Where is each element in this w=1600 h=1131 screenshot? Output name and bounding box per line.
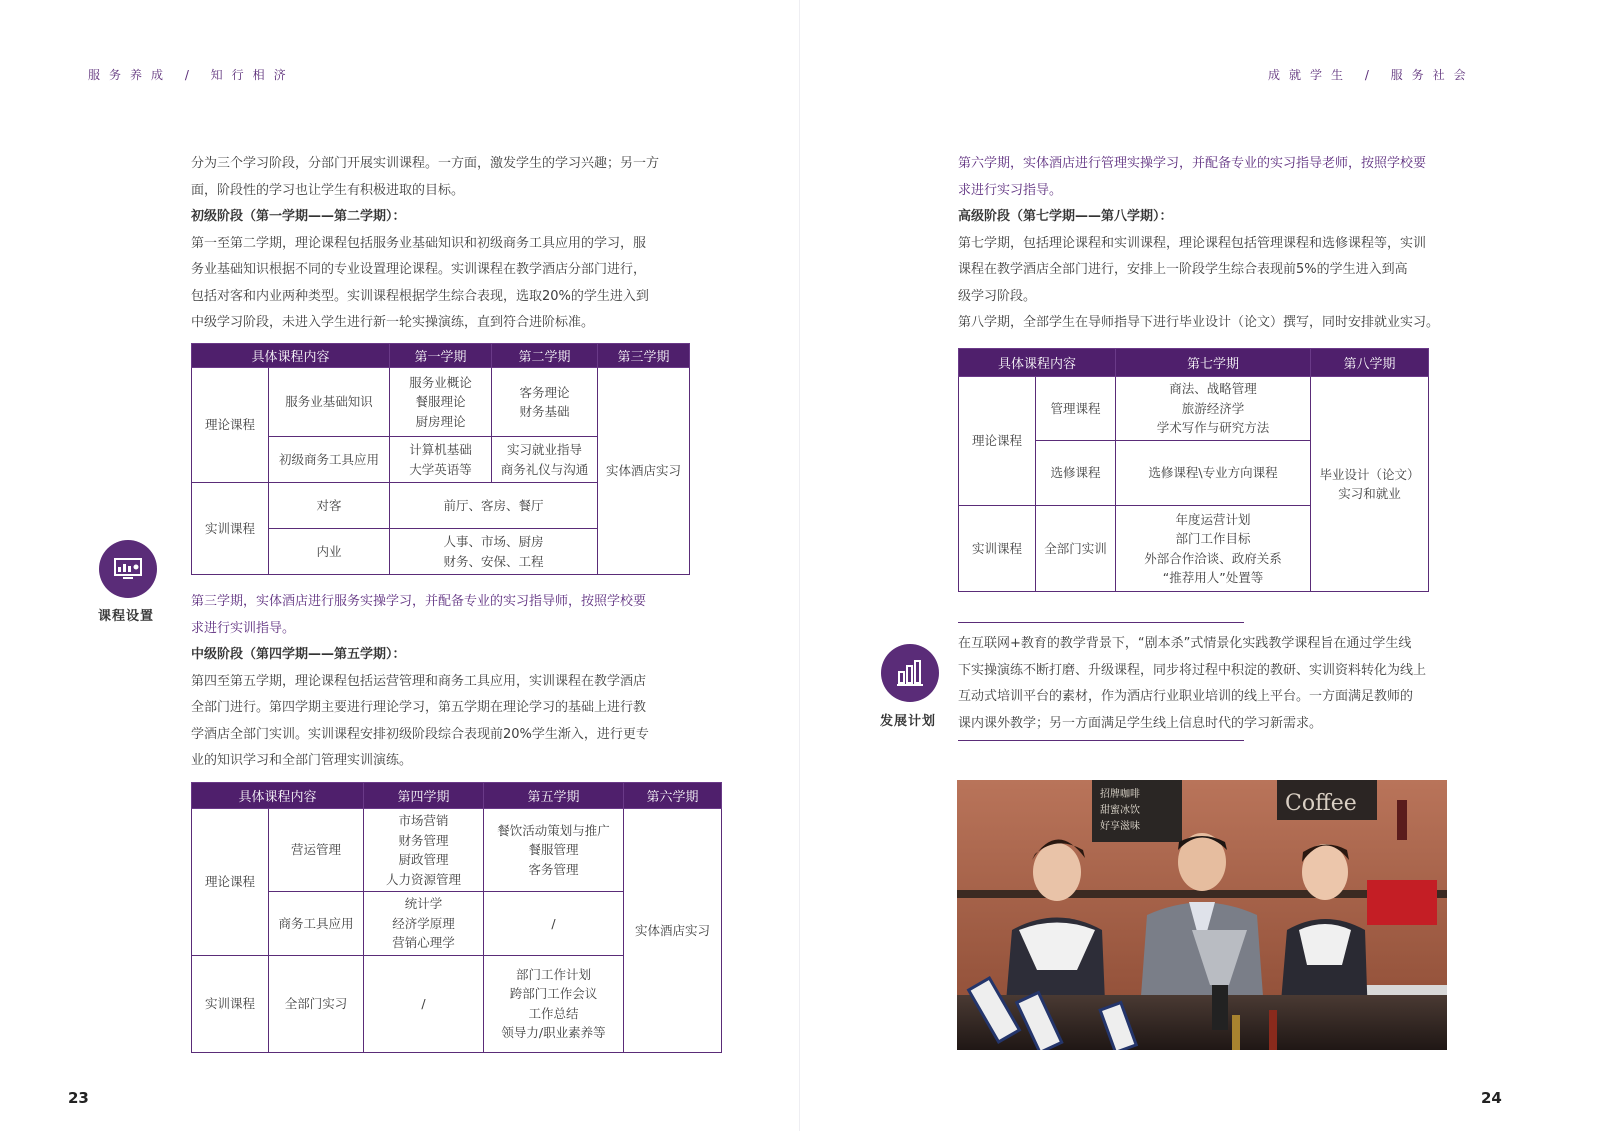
text-line: 课程在教学酒店全部门进行，安排上一阶段学生综合表现前5%的学生进入到高 [958,262,1408,277]
coffee-scene-illustration [957,780,1447,1050]
table-header: 具体课程内容 [959,349,1116,377]
table-cell: 市场营销 财务管理 厨政管理 人力资源管理 [364,809,484,892]
text-line: 在互联网+教育的教学背景下，“剧本杀”式情景化实践教学课程旨在通过学生线 [958,636,1412,651]
table-cell: 统计学 经济学原理 营销心理学 [364,892,484,956]
text-line: 求进行实训指导。 [191,620,296,636]
stage2-paragraph [191,589,751,775]
table-cell: 前厅、客房、餐厅 [390,483,598,529]
table-header: 第七学期 [1116,349,1311,377]
table-cell: 实训课程 [192,483,269,575]
divider-line [958,740,1244,741]
table-cell: 全部门实习 [269,955,364,1052]
table-cell: 人事、市场、厨房 财务、安保、工程 [390,529,598,575]
text-line: 中级学习阶段，未进入学生进行新一轮实操演练，直到符合进阶标准。 [191,315,595,330]
table-header: 第一学期 [390,344,492,368]
text-line: 第四至第五学期，理论课程包括运营管理和商务工具应用，实训课程在教学酒店 [191,673,647,689]
table-cell: 实习就业指导 商务礼仪与沟通 [492,437,598,483]
stage2-title: 中级阶段（第四学期——第五学期）： [191,647,406,662]
text-line: 第一至第二学期，理论课程包括服务业基础知识和初级商务工具应用的学习，服 [191,235,647,251]
table-cell: 实训课程 [192,955,269,1052]
table-cell: / [364,955,484,1052]
table-cell: 管理课程 [1036,377,1116,441]
table-cell: 实体酒店实习 [624,809,722,1053]
course-setup-badge [99,540,157,598]
table-cell: 初级商务工具应用 [269,437,390,483]
text-line: 第八学期，全部学生在导师指导下进行毕业设计（论文）撰写，同时安排就业实习。 [958,315,1440,330]
presentation-icon [113,554,143,584]
table-cell: 服务业概论 餐服理论 厨房理论 [390,368,492,437]
text-line: 包括对客和内业两种类型。实训课程根据学生综合表现，选取20%的学生进入到 [191,288,649,304]
right-running-header: 成就学生 / 服务社会 [1268,68,1475,82]
table-header: 第三学期 [598,344,690,368]
page-number: 24 [1481,1089,1502,1107]
table-header: 第五学期 [484,783,624,809]
text-line: 求进行实习指导。 [958,182,1063,198]
text-line: 业的知识学习和全部门管理实训演练。 [191,753,413,768]
text-line: 互动式培训平台的素材，作为酒店行业职业培训的线上平台。一方面满足教师的 [958,689,1414,704]
coffee-sign: Coffee [1285,791,1357,816]
table-cell: 实体酒店实习 [598,368,690,575]
course-table-stage2 [191,782,722,1053]
text-line: 下实操演练不断打磨、升级课程，同步将过程中积淀的教研、实训资料转化为线上 [958,662,1427,678]
table-header: 第六学期 [624,783,722,809]
table-cell: 客务理论 财务基础 [492,368,598,437]
table-header: 第二学期 [492,344,598,368]
table-cell: 营运管理 [269,809,364,892]
stage3-title: 高级阶段（第七学期——第八学期）： [958,209,1173,224]
text-line: 课内课外教学；另一方面满足学生线上信息时代的学习新需求。 [958,715,1323,731]
table-cell: 餐饮活动策划与推广 餐服管理 客务管理 [484,809,624,892]
page-number: 23 [68,1089,89,1107]
table-cell: 毕业设计（论文） 实习和就业 [1311,377,1429,592]
chalkboard-text: 甜蜜冰饮 [1100,805,1140,816]
text-line: 第六学期，实体酒店进行管理实操学习，并配备专业的实习指导老师，按照学校要 [958,156,1427,171]
course-table-stage3 [958,348,1429,592]
text-line: 面，阶段性的学习也让学生有积极进取的目标。 [191,182,465,198]
stage3-paragraph [958,151,1518,337]
text-line: 全部门进行。第四学期主要进行理论学习，第五学期在理论学习的基础上进行教 [191,700,647,715]
development-plan-label: 发展计划 [880,714,937,729]
table-cell: 理论课程 [192,368,269,483]
table-cell: 选修课程 [1036,441,1116,506]
intro-paragraph [191,151,751,337]
table-header: 具体课程内容 [192,344,390,368]
table-cell: / [484,892,624,956]
course-setup-label: 课程设置 [98,609,155,624]
bar-chart-icon [895,658,925,688]
table-cell: 商法、战略管理 旅游经济学 学术写作与研究方法 [1116,377,1311,441]
table-cell: 实训课程 [959,506,1036,592]
table-cell: 计算机基础 大学英语等 [390,437,492,483]
table-cell: 部门工作计划 跨部门工作会议 工作总结 领导力/职业素养等 [484,955,624,1052]
table-header: 具体课程内容 [192,783,364,809]
text-line: 级学习阶段。 [958,288,1037,304]
text-line: 学酒店全部门实训。实训课程安排初级阶段综合表现前20%学生渐入，进行更专 [191,726,649,742]
left-running-header: 服务养成 / 知行相济 [88,68,295,82]
table-cell: 对客 [269,483,390,529]
plan-paragraph [958,631,1518,737]
text-line: 务业基础知识根据不同的专业设置理论课程。实训课程在教学酒店分部门进行， [191,262,647,277]
chalkboard-text: 招牌咖啡 [1100,789,1140,800]
table-cell: 商务工具应用 [269,892,364,956]
table-cell: 理论课程 [959,377,1036,506]
chalkboard-text: 好享滋味 [1100,821,1140,832]
text-line: 分为三个学习阶段，分部门开展实训课程。一方面，激发学生的学习兴趣；另一方 [191,156,660,171]
table-cell: 理论课程 [192,809,269,956]
table-header: 第四学期 [364,783,484,809]
text-line: 第三学期，实体酒店进行服务实操学习，并配备专业的实习指导师，按照学校要 [191,594,647,609]
stage1-title: 初级阶段（第一学期——第二学期）： [191,209,406,224]
coffee-training-photo [957,780,1447,1050]
table-cell: 年度运营计划 部门工作目标 外部合作洽谈、政府关系 “推荐用人”处置等 [1116,506,1311,592]
divider-line [958,622,1244,623]
table-cell: 服务业基础知识 [269,368,390,437]
development-plan-badge [881,644,939,702]
table-cell: 全部门实训 [1036,506,1116,592]
table-cell: 选修课程\专业方向课程 [1116,441,1311,506]
table-header: 第八学期 [1311,349,1429,377]
course-table-stage1 [191,343,690,575]
table-cell: 内业 [269,529,390,575]
text-line: 第七学期，包括理论课程和实训课程，理论课程包括管理课程和选修课程等，实训 [958,235,1427,251]
